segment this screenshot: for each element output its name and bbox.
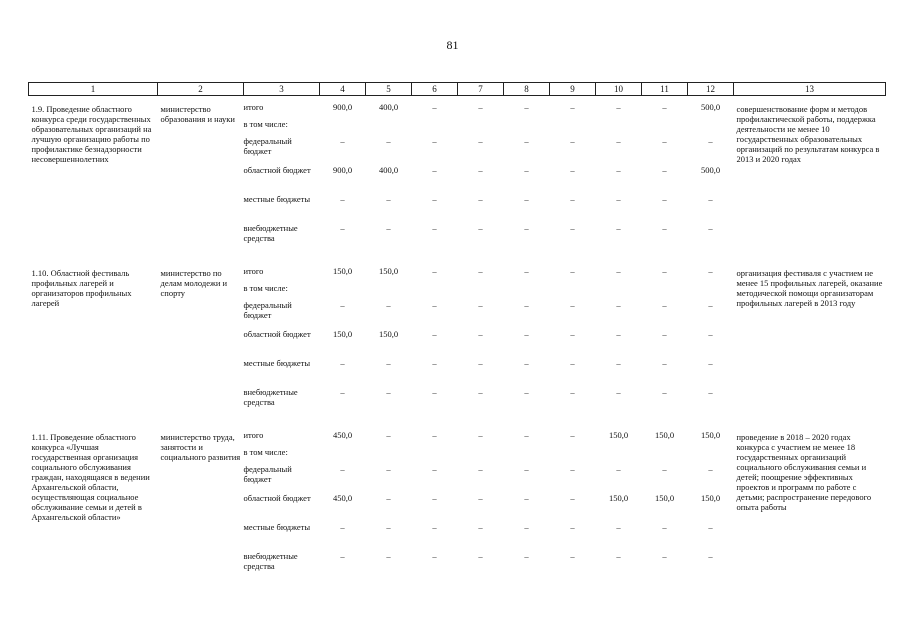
amount-column [596,424,642,574]
amount-cell: 150,0 [608,430,629,440]
amount-cell: – [340,464,345,474]
amount-column [688,96,734,247]
amount-cell: – [432,522,437,532]
amount-cell: – [616,329,621,339]
funding-source-label: областной бюджет [243,329,311,339]
amount-cell: – [524,430,529,440]
amount-cell: – [340,136,345,146]
amount-cell: 400,0 [378,102,399,112]
amount-cell [366,113,412,130]
amount-cell: – [570,194,575,204]
amount-cell: – [386,430,391,440]
col-header: 7 [458,83,504,96]
amount-cell [550,277,596,294]
amount-cell: – [570,522,575,532]
amount-column [320,260,366,410]
amount-cell: – [662,102,667,112]
activity-name: 1.9. Проведение областного конкурса среди государственных образовательных организаций на лучшую организацию работы по профилактике безнадзорности несовершеннолетних [31,104,152,164]
amount-cell: – [386,358,391,368]
amount-cell [412,277,458,294]
amount-cell [504,113,550,130]
amount-cell: – [662,136,667,146]
amount-cell: 150,0 [378,329,399,339]
expected-result: совершенствование форм и методов профилактической работы, поддержка деятельности не менее 10 государственных образовательных организаций по результатам конкурса в 2013 и 2020 годах [736,104,880,164]
amount-cell: – [570,358,575,368]
amount-cell: – [478,493,483,503]
amount-cell: – [616,387,621,397]
amount-cell: – [432,387,437,397]
amount-cell: – [340,387,345,397]
funding-source-label: итого [243,430,264,440]
amount-cell: – [524,464,529,474]
amount-column [642,96,688,247]
amount-cell: – [386,522,391,532]
table-row [29,96,886,247]
amount-cell: 500,0 [700,165,721,175]
amount-cell: – [386,464,391,474]
amount-cell [366,441,412,458]
amount-cell: – [662,300,667,310]
amount-cell: 500,0 [700,102,721,112]
executor: министерство по делам молодежи и спорту [160,268,228,298]
amount-cell: – [616,522,621,532]
amount-cell: – [662,551,667,561]
amount-cell: – [478,358,483,368]
amount-cell: – [524,493,529,503]
amount-cell: – [616,136,621,146]
executor: министерство труда, занятости и социального развития [160,432,241,462]
amount-cell: – [478,464,483,474]
amount-cell [366,277,412,294]
amount-column [366,96,412,247]
amount-cell: – [570,387,575,397]
amount-cell: – [662,329,667,339]
amount-cell: – [570,464,575,474]
amount-cell: 150,0 [332,266,353,276]
amount-column [504,424,550,574]
amount-cell: 150,0 [654,493,675,503]
amount-column [504,96,550,247]
amount-cell: – [570,266,575,276]
row-spacer [29,246,886,260]
amount-cell [550,113,596,130]
amount-cell: – [432,266,437,276]
amount-column [596,260,642,410]
funding-source-label: внебюджетные средства [243,223,298,243]
amount-cell: – [616,266,621,276]
amount-cell: – [432,165,437,175]
funding-source-column [244,424,320,574]
amount-cell: – [432,223,437,233]
amount-cell: – [708,194,713,204]
amount-cell [688,277,734,294]
amount-cell: – [340,522,345,532]
col-header: 4 [320,83,366,96]
amount-cell: – [340,358,345,368]
col-header: 5 [366,83,412,96]
amount-cell [596,441,642,458]
amount-cell: – [570,493,575,503]
amount-column [458,96,504,247]
amount-cell: – [432,551,437,561]
amount-cell [320,113,366,130]
amount-cell: – [432,102,437,112]
amount-cell: – [708,464,713,474]
col-header: 3 [244,83,320,96]
amount-cell: – [570,300,575,310]
col-header: 6 [412,83,458,96]
amount-cell: 150,0 [654,430,675,440]
amount-cell: – [662,266,667,276]
funding-source-label: итого [243,102,264,112]
funding-source-label: областной бюджет [243,165,311,175]
amount-column [458,260,504,410]
amount-cell: – [708,329,713,339]
amount-cell: – [478,430,483,440]
amount-cell: – [570,165,575,175]
amount-cell: – [524,266,529,276]
amount-cell: – [432,300,437,310]
amount-cell: – [662,522,667,532]
amount-cell: – [524,358,529,368]
expected-result: проведение в 2018 – 2020 годах конкурса с участием не менее 18 государственных организаций социального обслуживания семьи и детей; поощрение эффективных проектов и программ по работе с детьми; распространение передового опыта работы [736,432,872,512]
amount-cell [642,441,688,458]
amount-cell: – [524,329,529,339]
funding-source-label: в том числе: [243,119,288,129]
amount-cell: – [478,165,483,175]
amount-cell: – [432,136,437,146]
amount-cell: – [340,194,345,204]
amount-cell [320,277,366,294]
amount-cell: – [662,387,667,397]
amount-cell: – [616,165,621,175]
col-header: 12 [688,83,734,96]
amount-cell: – [524,102,529,112]
amount-cell: – [386,136,391,146]
amount-cell: – [570,329,575,339]
amount-cell: – [524,223,529,233]
table-row [29,424,886,574]
amount-column [366,260,412,410]
amount-cell: – [340,300,345,310]
amount-column [366,424,412,574]
col-header: 13 [734,83,886,96]
amount-column [412,260,458,410]
amount-cell: 150,0 [700,430,721,440]
amount-cell: – [708,358,713,368]
activity-name: 1.11. Проведение областного конкурса «Лучшая государственная организация социального обслуживания граждан, находящаяся в ведении Архангельской области, осуществляющая социальное обслуживание семьи и детей в Архангельской области» [31,432,150,522]
row-spacer [29,410,886,424]
amount-cell [504,277,550,294]
amount-column [412,424,458,574]
amount-cell: 150,0 [332,329,353,339]
amount-cell: – [616,223,621,233]
amount-cell: – [570,430,575,440]
amount-cell: – [478,266,483,276]
program-table [28,82,886,574]
funding-source-label: итого [243,266,264,276]
amount-cell: – [524,136,529,146]
amount-column [320,424,366,574]
page-number: 81 [446,38,459,52]
amount-cell: – [524,165,529,175]
amount-column [688,260,734,410]
amount-cell [504,441,550,458]
amount-cell: – [570,102,575,112]
amount-cell: – [616,358,621,368]
amount-cell: – [386,223,391,233]
amount-cell: – [386,300,391,310]
amount-cell: – [708,136,713,146]
amount-cell: – [432,329,437,339]
col-header: 11 [642,83,688,96]
amount-cell: – [432,493,437,503]
funding-source-label: местные бюджеты [243,358,311,368]
amount-cell: – [386,387,391,397]
amount-cell: – [478,223,483,233]
funding-source-label: внебюджетные средства [243,387,298,407]
amount-cell: – [662,464,667,474]
amount-cell: – [478,194,483,204]
amount-column [550,424,596,574]
amount-cell: – [478,387,483,397]
funding-source-label: местные бюджеты [243,522,311,532]
amount-column [504,260,550,410]
amount-column [596,96,642,247]
amount-cell [688,441,734,458]
amount-cell [642,277,688,294]
amount-cell: – [432,194,437,204]
amount-cell [412,113,458,130]
amount-cell [550,441,596,458]
amount-cell: – [386,551,391,561]
col-header: 1 [29,83,158,96]
amount-cell: – [570,136,575,146]
amount-cell: 150,0 [700,493,721,503]
amount-cell: 900,0 [332,165,353,175]
amount-column [642,260,688,410]
amount-cell: 450,0 [332,493,353,503]
amount-cell: – [524,300,529,310]
amount-cell [458,441,504,458]
activity-name: 1.10. Областной фестиваль профильных лагерей и организаторов профильных лагерей [31,268,132,308]
amount-column [642,424,688,574]
amount-cell: – [616,464,621,474]
funding-source-column [244,96,320,247]
funding-source-label: федеральный бюджет [243,300,292,320]
amount-cell: – [340,551,345,561]
amount-cell: – [708,522,713,532]
amount-cell: – [478,136,483,146]
amount-cell: – [708,266,713,276]
amount-cell: 150,0 [608,493,629,503]
table-row [29,260,886,410]
amount-cell: – [478,329,483,339]
funding-source-label: местные бюджеты [243,194,311,204]
amount-cell: – [662,194,667,204]
executor: министерство образования и науки [160,104,235,124]
amount-cell: – [662,358,667,368]
col-header: 9 [550,83,596,96]
amount-cell [688,113,734,130]
col-header: 8 [504,83,550,96]
amount-cell: – [662,165,667,175]
amount-column [550,260,596,410]
amount-cell: – [524,387,529,397]
amount-cell: – [524,194,529,204]
amount-column [412,96,458,247]
amount-cell [596,113,642,130]
amount-cell: – [432,430,437,440]
expected-result: организация фестиваля с участием не менее 15 профильных лагерей, оказание методической помощи организаторам профильных лагерей в 2013 году [736,268,883,308]
col-header: 10 [596,83,642,96]
funding-source-column [244,260,320,410]
funding-source-label: федеральный бюджет [243,136,292,156]
amount-cell: – [708,300,713,310]
col-header: 2 [158,83,244,96]
amount-cell: – [708,387,713,397]
amount-cell: – [570,551,575,561]
amount-column [458,424,504,574]
amount-cell: – [570,223,575,233]
amount-cell: – [708,551,713,561]
amount-cell: – [478,102,483,112]
amount-cell: – [432,464,437,474]
amount-cell: – [478,522,483,532]
amount-cell: 450,0 [332,430,353,440]
amount-cell: – [708,223,713,233]
amount-cell: – [386,194,391,204]
funding-source-label: областной бюджет [243,493,311,503]
amount-cell: – [662,223,667,233]
amount-cell: – [616,194,621,204]
amount-cell: – [616,300,621,310]
amount-cell [320,441,366,458]
amount-cell: 900,0 [332,102,353,112]
funding-source-label: в том числе: [243,447,288,457]
amount-cell: – [478,300,483,310]
amount-cell [642,113,688,130]
funding-source-label: внебюджетные средства [243,551,298,571]
amount-cell: – [524,522,529,532]
amount-cell: – [478,551,483,561]
amount-cell [412,441,458,458]
amount-cell: 400,0 [378,165,399,175]
amount-column [688,424,734,574]
amount-cell: 150,0 [378,266,399,276]
amount-column [320,96,366,247]
amount-cell [458,277,504,294]
header-row [29,83,886,96]
amount-cell [458,113,504,130]
amount-cell: – [340,223,345,233]
amount-cell [596,277,642,294]
funding-source-label: в том числе: [243,283,288,293]
amount-column [550,96,596,247]
amount-cell: – [432,358,437,368]
funding-source-label: федеральный бюджет [243,464,292,484]
amount-cell: – [616,551,621,561]
amount-cell: – [386,493,391,503]
amount-cell: – [524,551,529,561]
amount-cell: – [616,102,621,112]
